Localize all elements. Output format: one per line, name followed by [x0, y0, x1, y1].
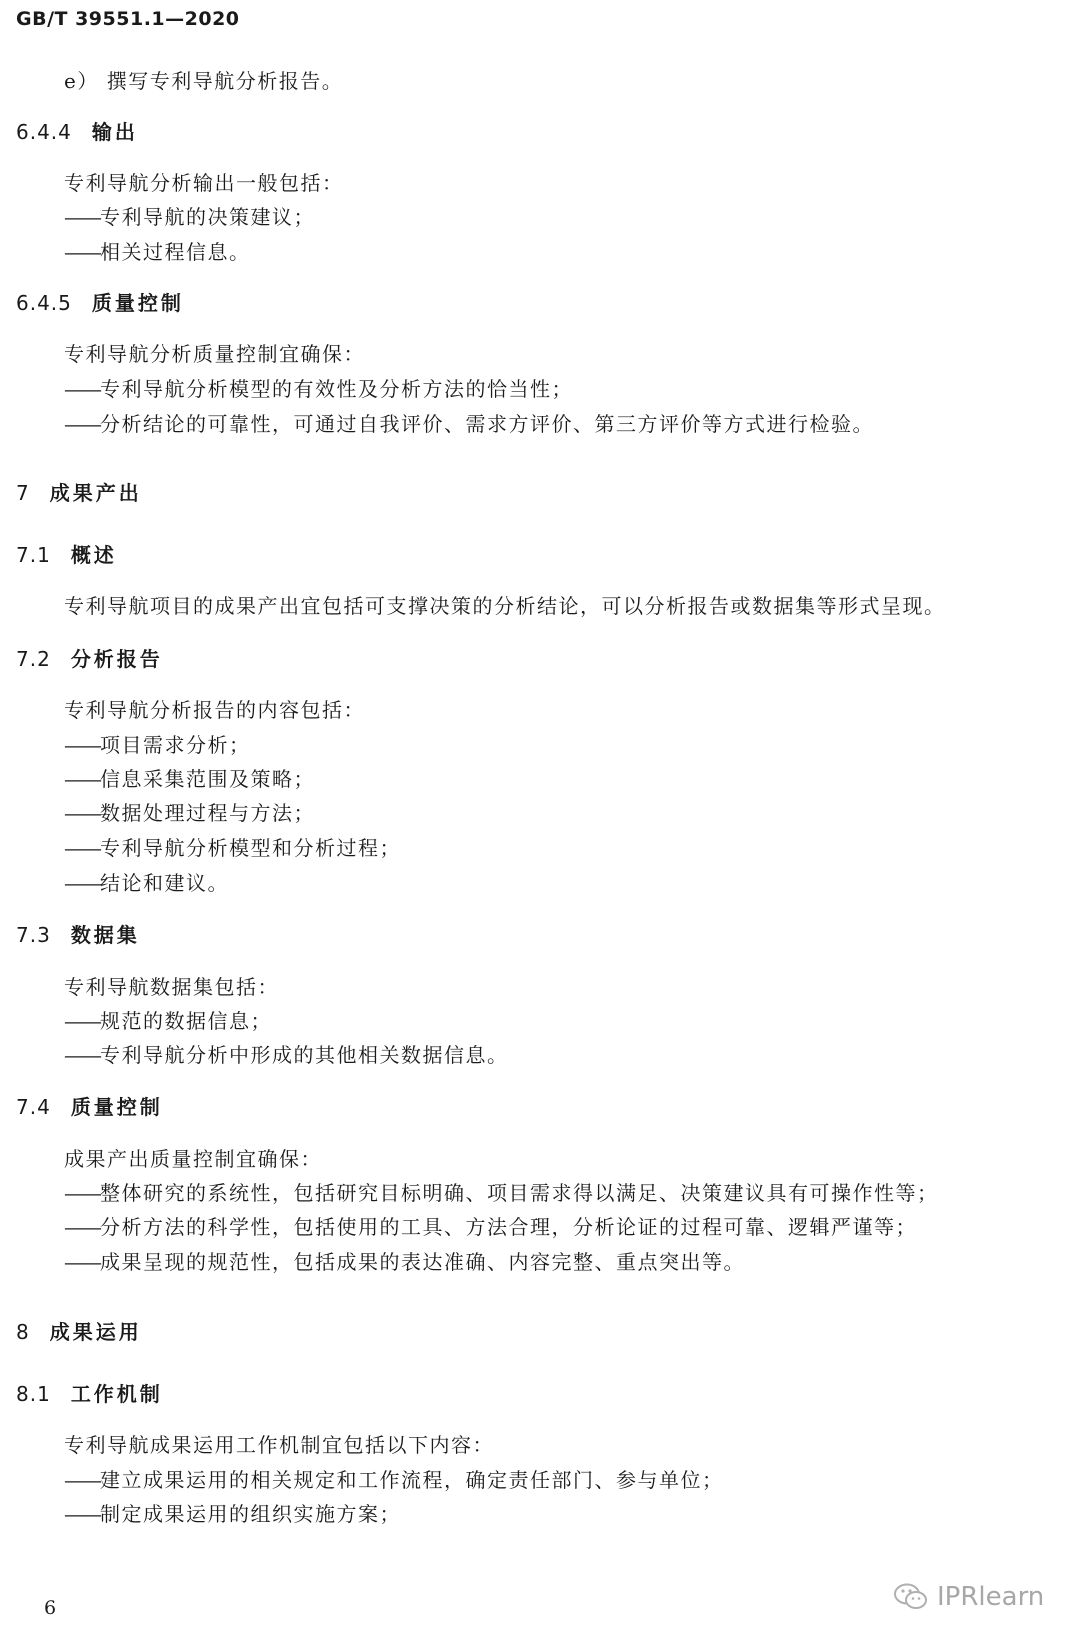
list-item-text: 建立成果运用的相关规定和工作流程，确定责任部门、参与单位； — [100, 1468, 724, 1492]
section-title: 成果运用 — [49, 1320, 142, 1344]
list-item-text: 项目需求分析； — [100, 733, 251, 757]
list-dash: —— — [64, 1250, 100, 1274]
list-item — [64, 1212, 917, 1242]
list-dash: —— — [64, 240, 100, 264]
list-dash: —— — [64, 1215, 100, 1239]
list-dash: —— — [64, 767, 100, 791]
section-title: 数据集 — [70, 923, 140, 947]
section-number: 7.4 — [16, 1095, 51, 1119]
list-item — [64, 409, 874, 439]
paragraph: 成果产出质量控制宜确保： — [64, 1147, 322, 1171]
list-item — [64, 1465, 724, 1495]
list-item-text: 成果呈现的规范性，包括成果的表达准确、内容完整、重点突出等。 — [100, 1250, 745, 1274]
list-item — [64, 833, 401, 863]
list-item-text: 专利导航分析中形成的其他相关数据信息。 — [100, 1043, 509, 1067]
list-dash: —— — [64, 1009, 100, 1033]
section-title: 输出 — [91, 120, 138, 144]
section-number: 6.4.5 — [16, 291, 72, 315]
paragraph: 专利导航数据集包括： — [64, 975, 279, 999]
watermark-text: IPRlearn — [937, 1582, 1045, 1612]
section-title: 质量控制 — [91, 291, 184, 315]
wechat-icon — [893, 1582, 929, 1612]
paragraph: 专利导航分析输出一般包括： — [64, 171, 344, 195]
section-heading — [16, 644, 163, 674]
paragraph: 专利导航成果运用工作机制宜包括以下内容： — [64, 1433, 494, 1457]
section-number: 8 — [16, 1320, 30, 1344]
list-item-text: 专利导航的决策建议； — [100, 205, 315, 229]
paragraph: 专利导航项目的成果产出宜包括可支撑决策的分析结论，可以分析报告或数据集等形式呈现。 — [64, 594, 946, 618]
list-item-text: 结论和建议。 — [100, 871, 229, 895]
list-item — [64, 1006, 272, 1036]
section-title: 概述 — [70, 543, 117, 567]
page-number: 6 — [44, 1597, 57, 1619]
list-item-text: 规范的数据信息； — [100, 1009, 272, 1033]
list-item-text: 信息采集范围及策略； — [100, 767, 315, 791]
list-dash: —— — [64, 412, 100, 436]
section-heading — [16, 478, 142, 508]
section-heading — [16, 1092, 163, 1122]
paragraph: e） 撰写专利导航分析报告。 — [64, 69, 344, 93]
list-item — [64, 1178, 939, 1208]
list-item-text: 分析结论的可靠性，可通过自我评价、需求方评价、第三方评价等方式进行检验。 — [100, 412, 874, 436]
section-number: 7.2 — [16, 647, 51, 671]
list-item — [64, 1247, 745, 1277]
section-number: 7.1 — [16, 543, 51, 567]
list-dash: —— — [64, 871, 100, 895]
section-number: 6.4.4 — [16, 120, 72, 144]
list-item — [64, 798, 315, 828]
list-dash: —— — [64, 836, 100, 860]
paragraph: 专利导航分析质量控制宜确保： — [64, 342, 365, 366]
list-dash: —— — [64, 1043, 100, 1067]
list-item — [64, 730, 251, 760]
section-title: 质量控制 — [70, 1095, 163, 1119]
section-heading — [16, 288, 184, 318]
list-dash: —— — [64, 1181, 100, 1205]
paragraph: 专利导航分析报告的内容包括： — [64, 698, 365, 722]
list-item-text: 相关过程信息。 — [100, 240, 251, 264]
section-title: 分析报告 — [70, 647, 163, 671]
section-heading — [16, 1379, 163, 1409]
list-item — [64, 764, 315, 794]
section-heading — [16, 540, 117, 570]
list-item-text: 分析方法的科学性，包括使用的工具、方法合理，分析论证的过程可靠、逻辑严谨等； — [100, 1215, 917, 1239]
section-heading — [16, 117, 138, 147]
section-number: 7.3 — [16, 923, 51, 947]
list-item-text: 专利导航分析模型和分析过程； — [100, 836, 401, 860]
list-dash: —— — [64, 1502, 100, 1526]
list-dash: —— — [64, 733, 100, 757]
list-item — [64, 868, 229, 898]
list-item — [64, 1040, 509, 1070]
list-dash: —— — [64, 1468, 100, 1492]
list-item-text: 制定成果运用的组织实施方案； — [100, 1502, 401, 1526]
section-title: 成果产出 — [49, 481, 142, 505]
list-item — [64, 1499, 401, 1529]
section-heading — [16, 920, 140, 950]
list-item-text: 专利导航分析模型的有效性及分析方法的恰当性； — [100, 377, 573, 401]
standard-number-header: GB/T 39551.1—2020 — [16, 8, 240, 30]
list-item — [64, 202, 315, 232]
section-heading — [16, 1317, 142, 1347]
list-item-text: 整体研究的系统性，包括研究目标明确、项目需求得以满足、决策建议具有可操作性等； — [100, 1181, 939, 1205]
list-dash: —— — [64, 205, 100, 229]
section-number: 7 — [16, 481, 30, 505]
list-item — [64, 374, 573, 404]
list-dash: —— — [64, 377, 100, 401]
watermark — [893, 1582, 1044, 1612]
list-dash: —— — [64, 801, 100, 825]
section-number: 8.1 — [16, 1382, 51, 1406]
section-title: 工作机制 — [70, 1382, 163, 1406]
list-item-text: 数据处理过程与方法； — [100, 801, 315, 825]
list-item — [64, 237, 251, 267]
